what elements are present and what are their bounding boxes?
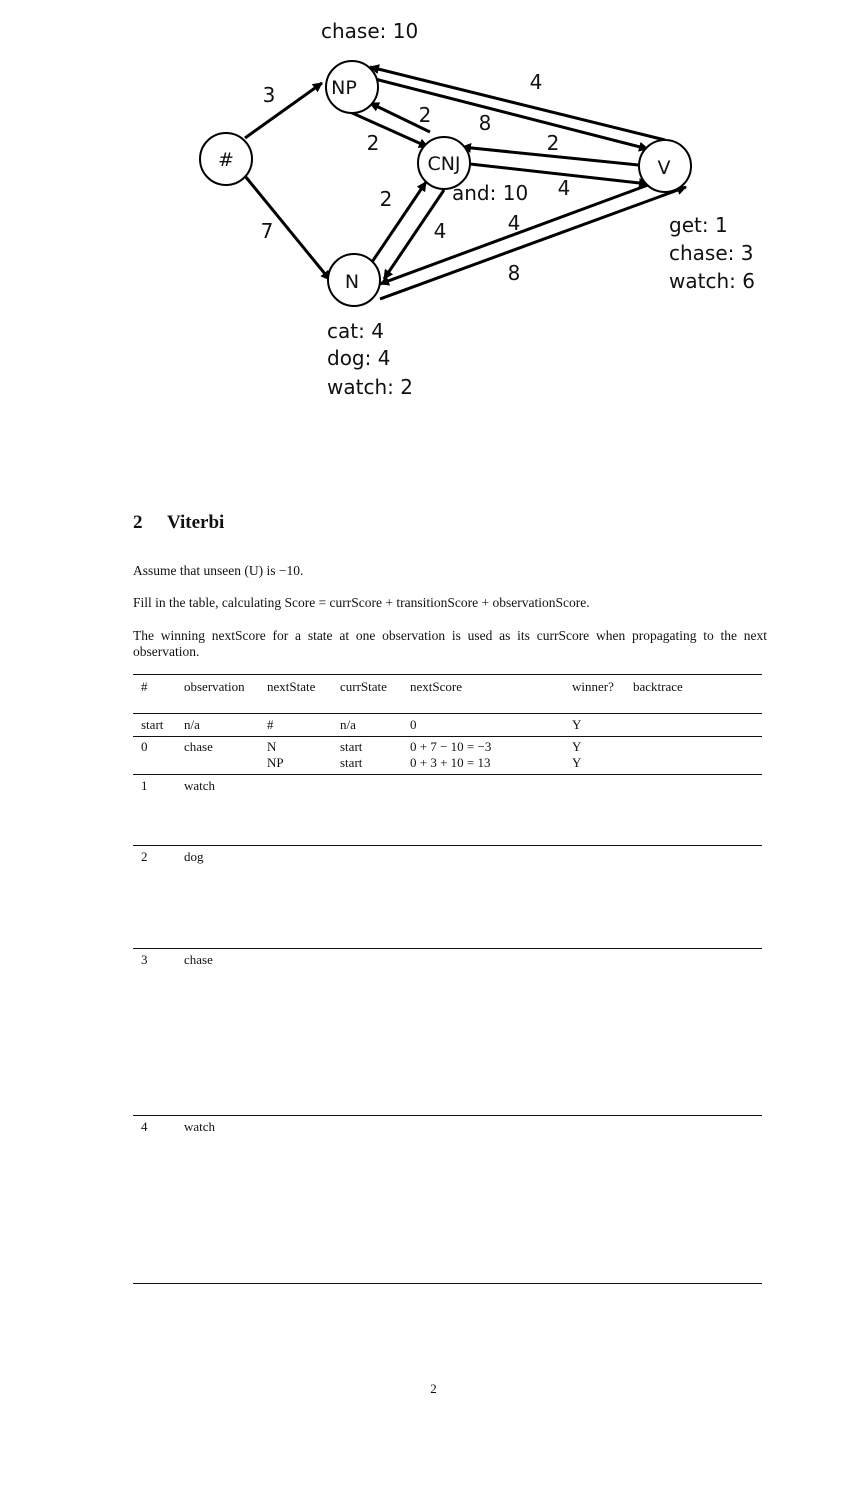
table-cell-observation: dog [184, 849, 204, 864]
table-header-observation: observation [184, 679, 245, 694]
node-cnj-label: CNJ [427, 153, 461, 175]
node-v-label: V [657, 157, 671, 179]
node-hash-label: # [218, 149, 234, 171]
table-cell-observation: watch [184, 1119, 216, 1134]
table-cell-observation: n/a [184, 717, 200, 732]
table-cell-index: 2 [141, 849, 148, 864]
table-cell-nextstate: NP [267, 755, 284, 770]
emission-v-3: watch: 6 [669, 269, 755, 293]
table-cell-nextstate: N [267, 739, 277, 754]
emission-v-2: chase: 3 [669, 241, 754, 265]
table-cell-nextscore: 0 + 3 + 10 = 13 [410, 755, 491, 770]
emission-n-3: watch: 2 [327, 375, 413, 399]
table-cell-observation: chase [184, 952, 213, 967]
table-cell-index: 4 [141, 1119, 148, 1134]
weight-n-v: 8 [507, 261, 521, 285]
table-rule-row [133, 1115, 762, 1116]
table-cell-nextstate: # [267, 717, 274, 732]
table-rule-row [133, 845, 762, 846]
section-title: Viterbi [167, 512, 225, 533]
weight-v-n: 4 [507, 211, 521, 235]
table-cell-currstate: n/a [340, 717, 356, 732]
emission-v-1: get: 1 [669, 213, 728, 237]
table-header-index: # [141, 679, 148, 694]
section-heading [133, 512, 224, 534]
node-np-label: NP [331, 77, 357, 99]
table-header-nextscore: nextScore [410, 679, 462, 694]
weight-hash-np: 3 [262, 83, 276, 107]
edge-hash-n [245, 176, 330, 280]
table-header-backtrace: backtrace [633, 679, 683, 694]
table-cell-index: start [141, 717, 164, 732]
emission-np: chase: 10 [321, 19, 419, 43]
table-cell-index: 1 [141, 778, 148, 793]
table-cell-currstate: start [340, 755, 363, 770]
emission-cnj: and: 10 [452, 181, 529, 205]
table-header-nextstate: nextState [267, 679, 316, 694]
edge-np-cnj [350, 112, 428, 147]
table-rule-bottom [133, 1283, 762, 1284]
weight-np-cnj: 2 [366, 131, 380, 155]
table-cell-index: 0 [141, 739, 148, 754]
hmm-state-diagram [0, 0, 867, 420]
table-header-currstate: currState [340, 679, 387, 694]
emission-n-1: cat: 4 [327, 319, 384, 343]
weight-np-v: 8 [478, 111, 492, 135]
table-rule-row [133, 736, 762, 737]
weight-v-cnj: 2 [546, 131, 560, 155]
edge-n-v [380, 187, 686, 299]
section-number: 2 [133, 512, 143, 533]
edge-v-np [370, 67, 665, 140]
weight-v-np: 4 [529, 70, 543, 94]
page-number: 2 [430, 1381, 437, 1396]
node-n-label: N [344, 271, 360, 293]
weight-hash-n: 7 [260, 219, 274, 243]
table-rule-row [133, 948, 762, 949]
table-rule-header [133, 713, 762, 714]
table-cell-winner: Y [572, 717, 582, 732]
edge-hash-np [245, 83, 322, 138]
weight-cnj-n: 4 [433, 219, 447, 243]
table-cell-index: 3 [141, 952, 148, 967]
table-header-winner: winner? [572, 679, 614, 694]
paragraph-winning-score: The winning nextScore for a state at one observation is used as its currScore when propagating to the next observation. [133, 628, 767, 659]
table-cell-winner: Y [572, 755, 582, 770]
table-rule-row [133, 774, 762, 775]
table-cell-nextscore: 0 + 7 − 10 = −3 [410, 739, 492, 754]
table-rule-top [133, 674, 762, 675]
emission-n-2: dog: 4 [327, 346, 391, 370]
weight-n-cnj: 2 [379, 187, 393, 211]
paragraph-unseen: Assume that unseen (U) is −10. [133, 563, 304, 578]
table-cell-winner: Y [572, 739, 582, 754]
table-cell-nextscore: 0 [410, 717, 417, 732]
table-cell-currstate: start [340, 739, 363, 754]
paragraph-fill-table: Fill in the table, calculating Score = currScore + transitionScore + observationScore. [133, 595, 590, 610]
weight-cnj-np: 2 [418, 103, 432, 127]
edge-np-v [375, 79, 648, 149]
table-cell-observation: chase [184, 739, 213, 754]
weight-cnj-v: 4 [557, 176, 571, 200]
table-cell-observation: watch [184, 778, 216, 793]
